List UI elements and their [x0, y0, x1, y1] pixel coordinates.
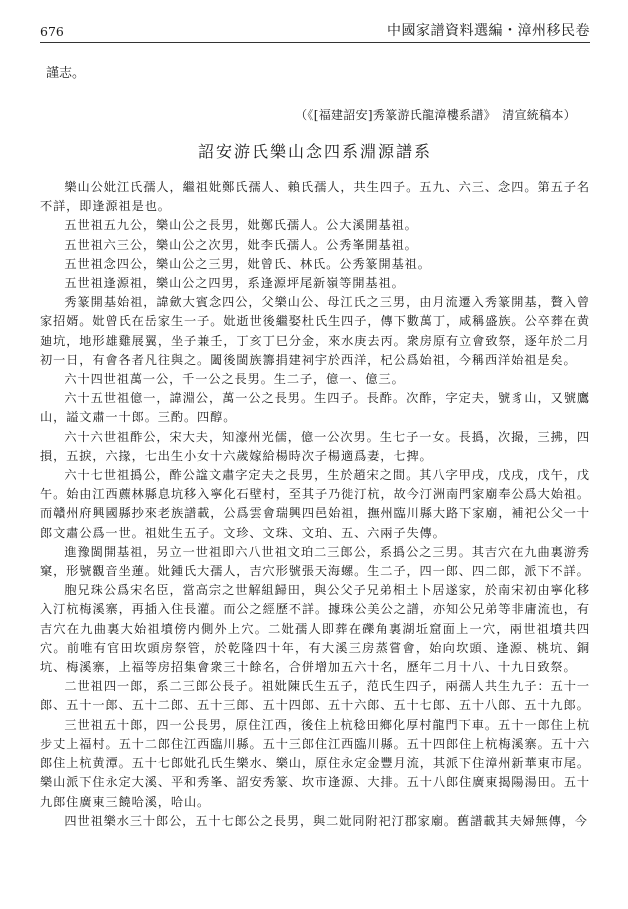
- page-header: [40, 0, 590, 43]
- paragraph: 二世祖四一郎，系二三郎公長子。祖妣陳氏生五子，范氏生四子，兩孺人共生九子：五十一郎、五十一郎、五十二郎、五十三郎、五十四郎、五十六郎、五十七郎、五十八郎、五十九郎。: [40, 679, 590, 713]
- paragraph: 五世祖五九公，樂山公之長男，妣鄭氏孺人。公大溪開基祖。: [64, 218, 418, 233]
- paragraph: 五世祖逢源祖，樂山公之四男，系逢源坪尾新嶺等開基祖。: [64, 276, 405, 291]
- paragraph: 五世祖六三公，樂山公之次男，妣李氏孺人。公秀峯開基祖。: [64, 237, 418, 252]
- opening-line: 謹志。: [46, 66, 86, 81]
- paragraph: 進豫閩開基祖，另立一世祖即六八世祖文珀二三郎公，系撝公之三男。其吉穴在九曲裏游秀窠，形號觀音坐蓮。妣鍾氏大孺人，吉穴形號張天海螺。生二子，四一郎、四二郎，派下不詳。: [40, 544, 590, 579]
- paragraph: 秀篆開基始祖，諱歛大賓念四公，父樂山公、母江氏之三男，由月流遷入秀篆開基，贅入曾家招婿。妣曾氏在岳家生一子。妣逝世後繼娶杜氏生四子，傳下數萬丁，咸稱盛族。公卒葬在黄廸坑，地形雄雞展翼，坐子兼壬，丁亥丁巳分金，來水庚去丙。衆房原有立會致祭，逐年於二月初一日，有會各者凡往與之。闔後閩族籌捐建祠宇於西洋，杞公爲始祖，今稱西洋始祖是矣。: [40, 295, 590, 367]
- paragraph: 六十五世祖億一，諱淵公，萬一公之長男。生四子。長酢。次酢，字定夫，號豸山，又號鷹山，謚文肅一十郎。三酌。四醇。: [40, 391, 590, 425]
- section-title: 詔安游氏樂山念四系淵源譜系: [197, 142, 432, 161]
- paragraph: 樂山公妣江氏孺人，繼祖妣鄭氏孺人、賴氏孺人，共生四子。五九、六三、念四。第五子名不詳，即逢源祖是也。: [40, 180, 590, 214]
- paragraph: 六十七世祖撝公，酢公諡文肅字定夫之長男，生於趙宋之間。其八字甲戌，戊戌，戊午，戊午。始由江西藨林縣息坑移入寧化石壁村，至其子乃徙汀杭，故今汀洲南門家廟奉公爲大始祖。而贛州府興國縣抄來老族譜載，公爲雲會瑞興四邑始祖，撫州臨川縣大路下家廟，補祀公父一十郎文肅公爲一世。祖妣生五子。文珍、文珠、文珀、五、六兩子失傳。: [40, 468, 590, 540]
- body-text: [40, 178, 590, 831]
- paragraph: 六十四世祖萬一公，千一公之長男。生二子，億一、億三。: [64, 372, 405, 387]
- paragraph: 胞兄珠公爲宋名臣，當高宗之世解組歸田，與公父子兄弟相土卜居遂家，於南宋初由寧化移入汀杭梅溪寨，再插入住長灌。而公之經歷不詳。據珠公美公之譜，亦知公兄弟等非庸流也，有吉穴在九曲裏大始祖墳傍内側外上穴。二妣孺人即葬在礫角裏湖坵窟面上一穴，兩世祖墳共四穴。前唯有官田坎頭房祭管，於乾隆四十年，有大溪三房蒸嘗會，始向坎頭、逢源、桃坑、銅坑、梅溪寨，上福等房招集會衆三十餘名，合併增加五六十名，歷年二月十八、十九日致祭。: [40, 583, 590, 675]
- paragraph: 五世祖念四公，樂山公之三男，妣曾氏、林氏。公秀篆開基祖。: [64, 256, 431, 271]
- paragraph: 三世祖五十郎，四一公長男，原住江西，後住上杭稔田鄉化厚村龍門下車。五十一郎住上杭步丈上福村。五十二郎住江西臨川縣。五十三郎住江西臨川縣。五十四郎住上杭梅溪寨。五十六郎住上杭黄潭。五十七郎妣孔氏生樂水、樂山，原住永定金豐月流，其派下住漳州新華東市尾。樂山派下住永定大溪、平和秀峯、詔安秀篆、坎市逢源、大排。五十八郎住廣東揭陽湯田。五十九郎住廣東三饒哈溪，哈山。: [40, 717, 590, 809]
- paragraph: 四世祖樂水三十郎公，五十七郎公之長男，與二妣同附祀汀郡家廟。舊譜載其夫婦無傳，今: [64, 813, 588, 828]
- paragraph: 六十六世祖酢公，宋大夫，知濠州光儒，億一公次男。生七子一女。長撝，次撮，三拂，四損，五捩，六掾，七出生小女十六歲嫁給楊時次子楊適爲妻，七捭。: [40, 429, 590, 463]
- running-title: 中國家譜資料選編・漳州移民卷: [387, 23, 590, 39]
- page-number: 676: [40, 24, 64, 39]
- source-citation: （《[福建詔安]秀篆游氏龍漳樓系譜》 清宣統稿本）: [295, 108, 576, 122]
